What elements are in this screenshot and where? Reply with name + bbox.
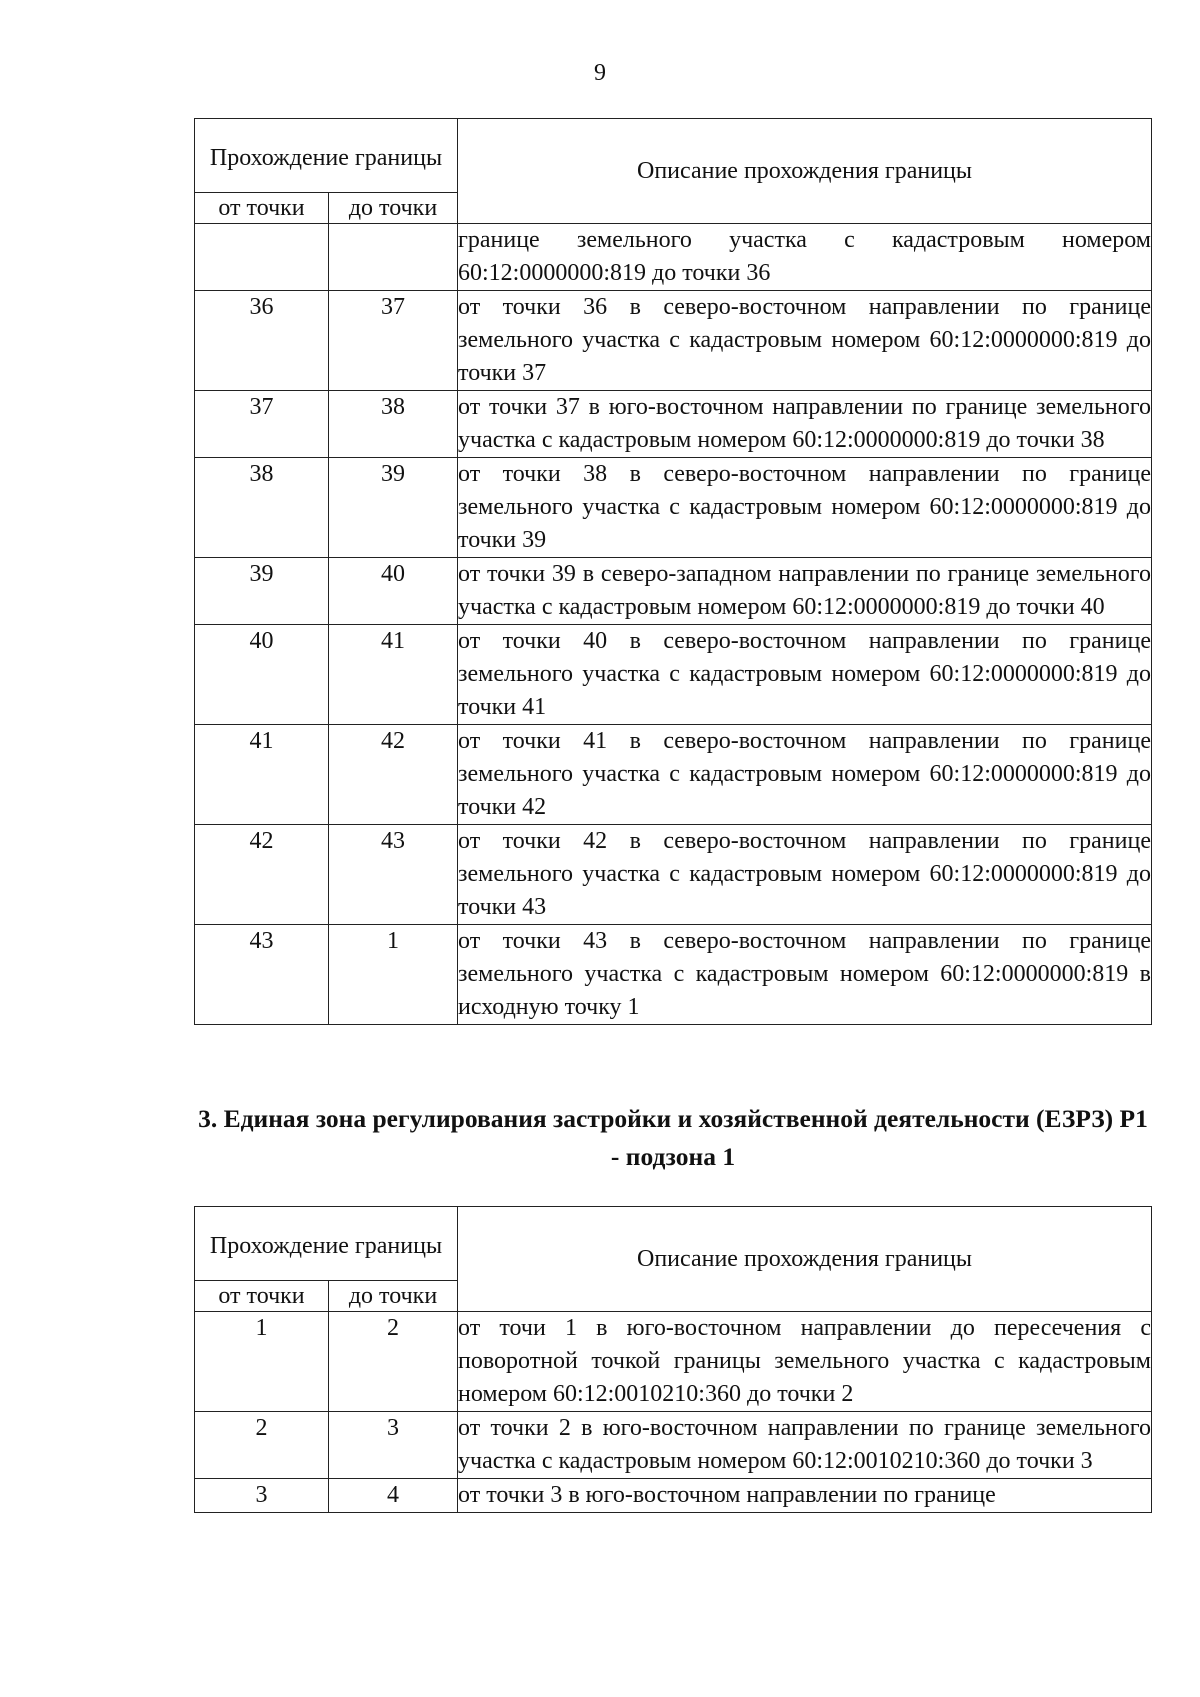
page-number: 9 <box>594 60 606 86</box>
header-to-point: до точки <box>329 1281 458 1312</box>
header-to-point: до точки <box>329 193 458 224</box>
from-point-cell: 1 <box>195 1312 329 1412</box>
table-row <box>195 725 1152 825</box>
table-row <box>195 825 1152 925</box>
table-2-body <box>195 1312 1152 1513</box>
from-point-cell: 37 <box>195 391 329 458</box>
table-row <box>195 925 1152 1025</box>
from-point-cell: 43 <box>195 925 329 1025</box>
from-point-cell: 3 <box>195 1479 329 1513</box>
from-point-cell: 39 <box>195 558 329 625</box>
to-point-cell: 42 <box>329 725 458 825</box>
table-row <box>195 1412 1152 1479</box>
from-point-cell: 42 <box>195 825 329 925</box>
description-cell: от точки 42 в северо-восточном направлении по границе земельного участка с кадастровым номером 60:12:0000000:819 до точки 43 <box>458 825 1152 925</box>
from-point-cell: 41 <box>195 725 329 825</box>
from-point-cell: 36 <box>195 291 329 391</box>
table-row <box>195 558 1152 625</box>
description-cell: от точи 1 в юго-восточном направлении до пересечения с поворотной точкой границы земельного участка с кадастровым номером 60:12:0010210:360 до точки 2 <box>458 1312 1152 1412</box>
from-point-cell: 40 <box>195 625 329 725</box>
table-row <box>195 224 1152 291</box>
description-cell: от точки 3 в юго-восточном направлении по границе <box>458 1479 1152 1513</box>
to-point-cell: 37 <box>329 291 458 391</box>
to-point-cell: 39 <box>329 458 458 558</box>
header-from-point: от точки <box>195 193 329 224</box>
table-row <box>195 625 1152 725</box>
to-point-cell: 4 <box>329 1479 458 1513</box>
header-from-point: от точки <box>195 1281 329 1312</box>
description-cell: от точки 38 в северо-восточном направлении по границе земельного участка с кадастровым номером 60:12:0000000:819 до точки 39 <box>458 458 1152 558</box>
description-cell: от точки 39 в северо-западном направлении по границе земельного участка с кадастровым номером 60:12:0000000:819 до точки 40 <box>458 558 1152 625</box>
description-cell: от точки 36 в северо-восточном направлении по границе земельного участка с кадастровым номером 60:12:0000000:819 до точки 37 <box>458 291 1152 391</box>
table-row <box>195 1312 1152 1412</box>
description-cell: от точки 43 в северо-восточном направлении по границе земельного участка с кадастровым номером 60:12:0000000:819 в исходную точку 1 <box>458 925 1152 1025</box>
boundary-table-1 <box>194 118 1152 1025</box>
to-point-cell <box>329 224 458 291</box>
description-cell: от точки 41 в северо-восточном направлении по границе земельного участка с кадастровым номером 60:12:0000000:819 до точки 42 <box>458 725 1152 825</box>
to-point-cell: 43 <box>329 825 458 925</box>
table-1-body <box>195 224 1152 1025</box>
description-cell: от точки 37 в юго-восточном направлении по границе земельного участка с кадастровым номером 60:12:0000000:819 до точки 38 <box>458 391 1152 458</box>
header-description: Описание прохождения границы <box>458 119 1152 224</box>
header-description: Описание прохождения границы <box>458 1207 1152 1312</box>
to-point-cell: 2 <box>329 1312 458 1412</box>
table-row <box>195 291 1152 391</box>
boundary-table-2 <box>194 1206 1152 1513</box>
table-row <box>195 458 1152 558</box>
description-cell: границе земельного участка с кадастровым номером 60:12:0000000:819 до точки 36 <box>458 224 1152 291</box>
from-point-cell: 2 <box>195 1412 329 1479</box>
description-cell: от точки 2 в юго-восточном направлении по границе земельного участка с кадастровым номером 60:12:0010210:360 до точки 3 <box>458 1412 1152 1479</box>
description-cell: от точки 40 в северо-восточном направлении по границе земельного участка с кадастровым номером 60:12:0000000:819 до точки 41 <box>458 625 1152 725</box>
header-boundary-passage: Прохождение границы <box>195 119 458 193</box>
to-point-cell: 38 <box>329 391 458 458</box>
to-point-cell: 40 <box>329 558 458 625</box>
table-row <box>195 1479 1152 1513</box>
to-point-cell: 1 <box>329 925 458 1025</box>
to-point-cell: 3 <box>329 1412 458 1479</box>
header-boundary-passage: Прохождение границы <box>195 1207 458 1281</box>
from-point-cell <box>195 224 329 291</box>
to-point-cell: 41 <box>329 625 458 725</box>
section-heading: 3. Единая зона регулирования застройки и хозяйственной деятельности (ЕЗРЗ) Р1 - подзона 1 <box>198 1104 1148 1171</box>
from-point-cell: 38 <box>195 458 329 558</box>
table-row <box>195 391 1152 458</box>
